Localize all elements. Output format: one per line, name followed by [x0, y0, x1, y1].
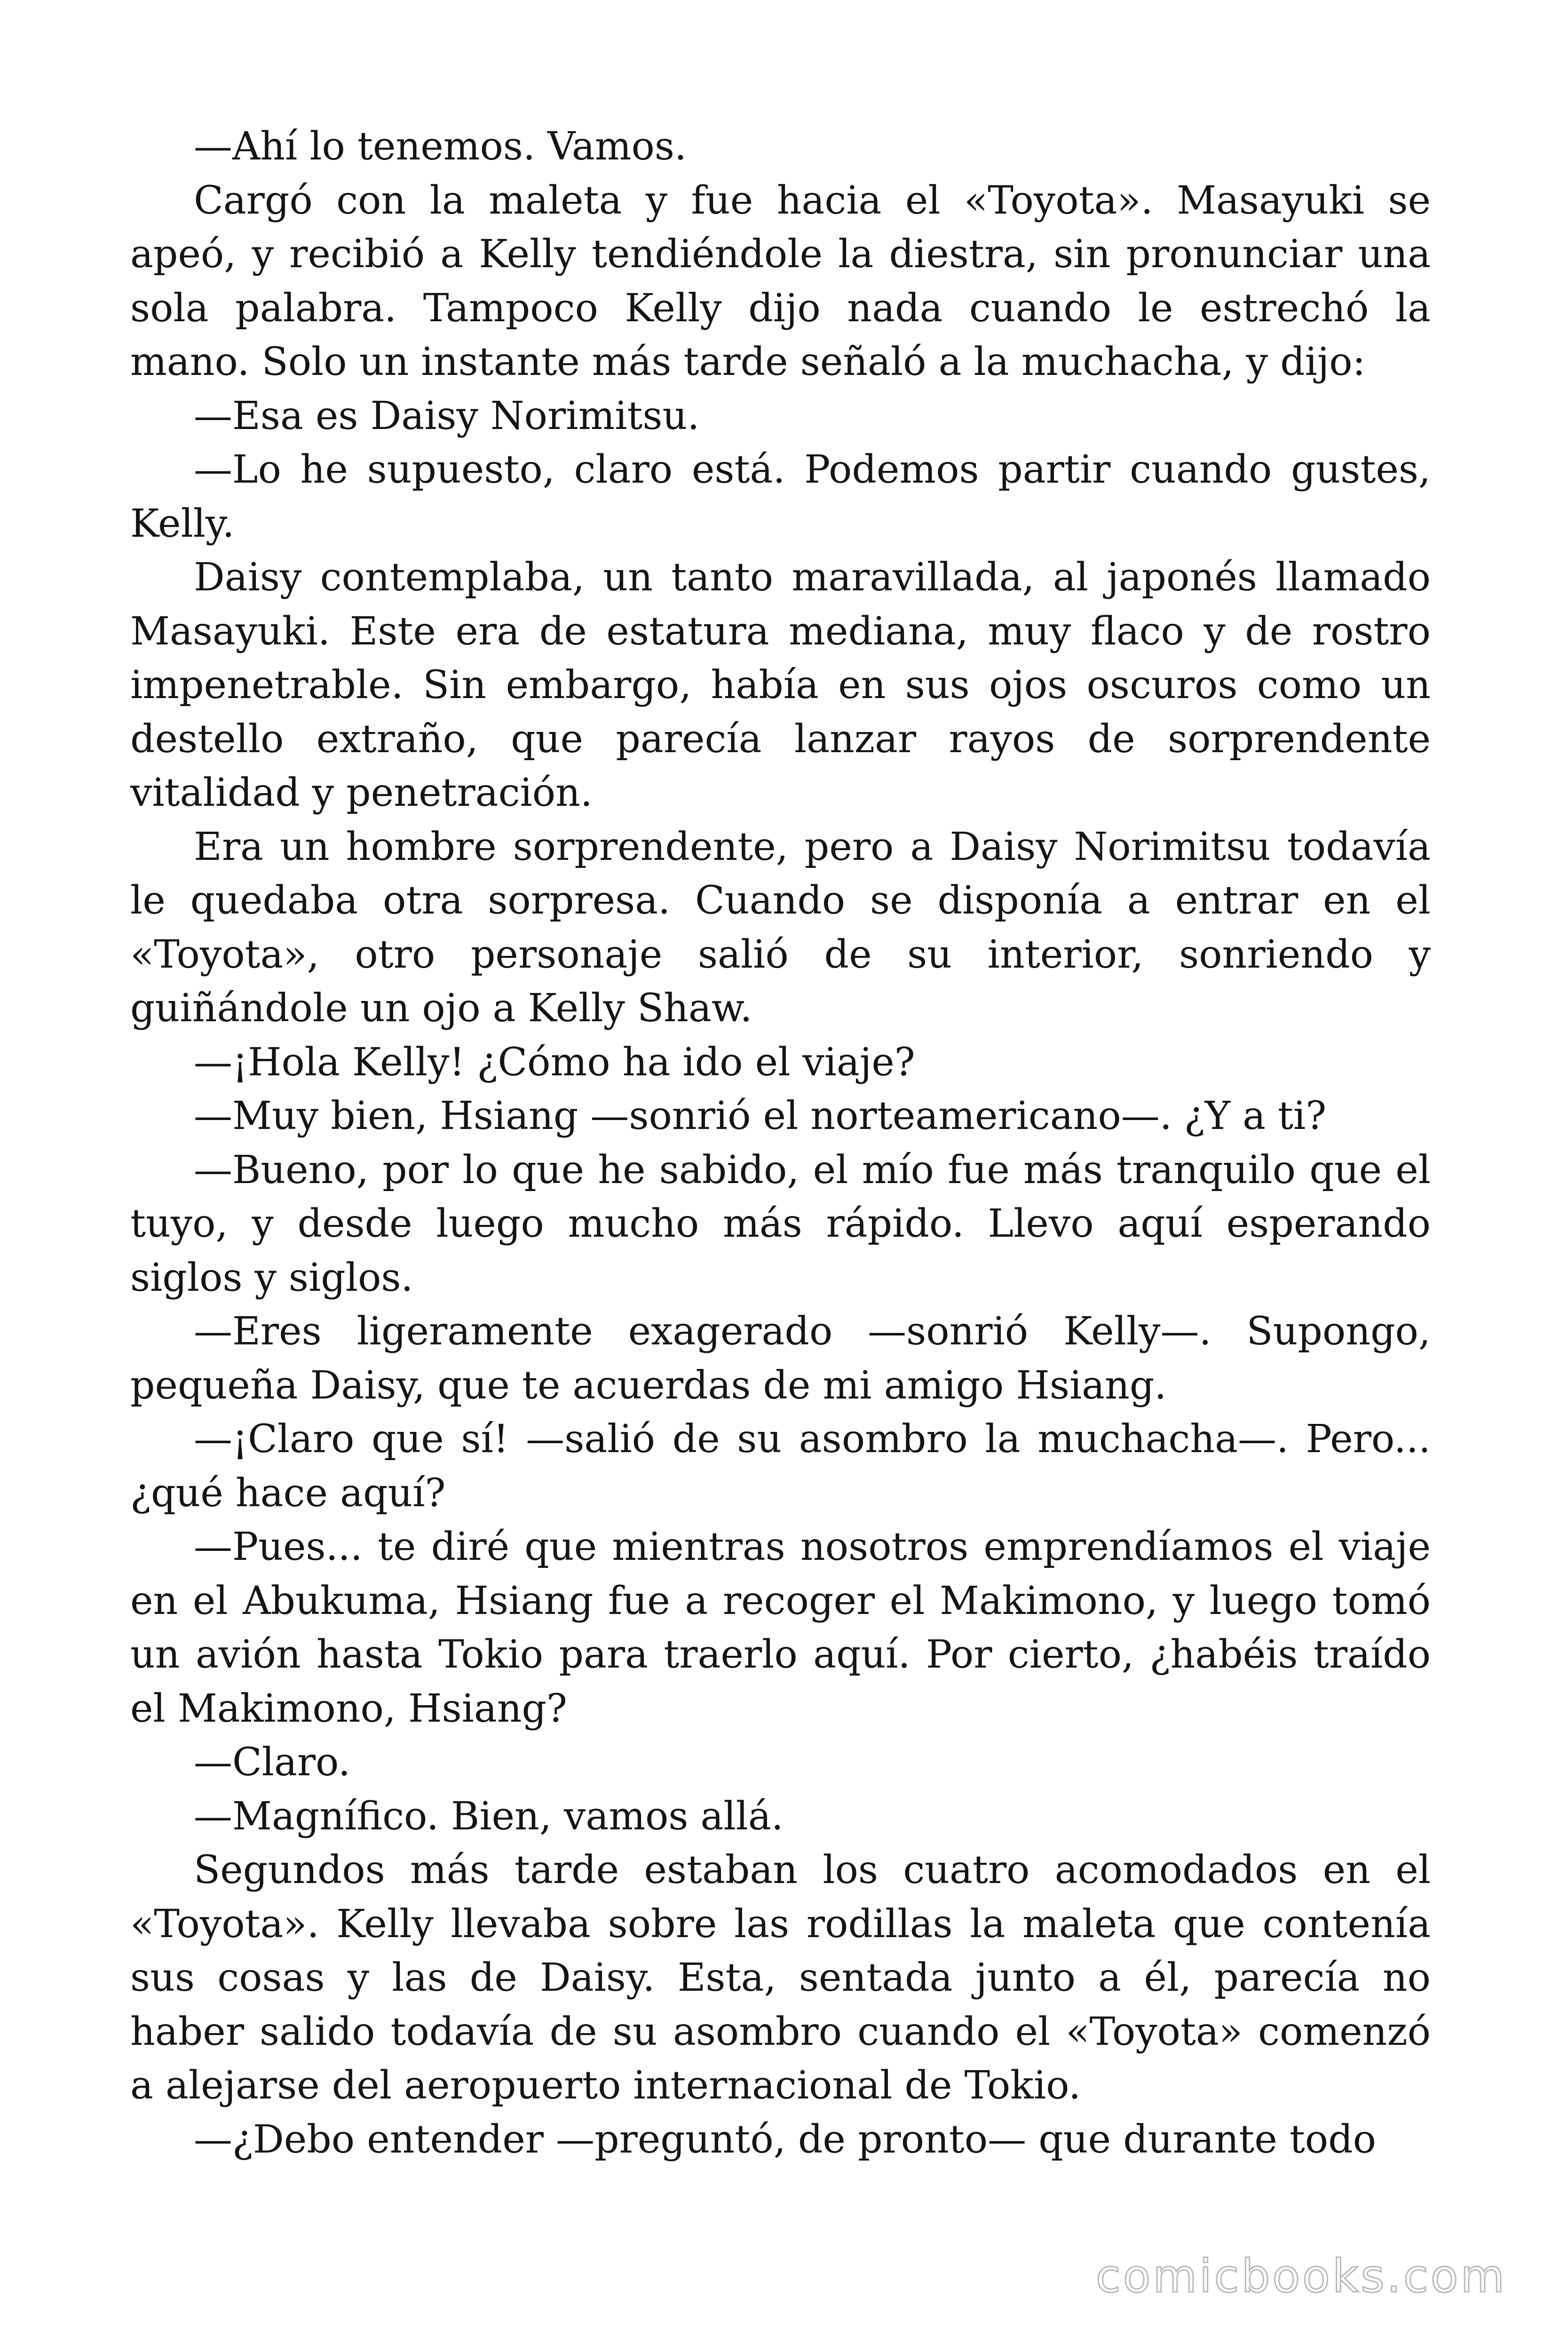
paragraph: —¿Debo entender —preguntó, de pronto— que durante todo	[194, 2117, 1377, 2162]
paragraph: —Esa es Daisy Norimitsu.	[194, 393, 700, 438]
page-text	[130, 120, 1431, 2167]
paragraph: —Eres ligeramente exagerado —sonrió Kelly—. Supongo, pequeña Daisy, que te acuerdas de mi amigo Hsiang.	[130, 1309, 1431, 1408]
paragraph: —Muy bien, Hsiang —sonrió el norteamericano—. ¿Y a ti?	[194, 1094, 1327, 1138]
paragraph: —¡Hola Kelly! ¿Cómo ha ido el viaje?	[194, 1040, 915, 1085]
watermark: comicbooks.com	[1095, 2250, 1507, 2303]
paragraph: Daisy contemplaba, un tanto maravillada, al japonés llamado Masayuki. Este era de estatura mediana, muy flaco y de rostro impenetrable. Sin embargo, había en sus ojos oscuros como un destello extraño, que parecía lanzar rayos de sorprendente vitalidad y penetración.	[130, 555, 1431, 815]
paragraph: —Bueno, por lo que he sabido, el mío fue más tranquilo que el tuyo, y desde luego mucho más rápido. Llevo aquí esperando siglos y siglos.	[130, 1147, 1431, 1300]
paragraph: —Ahí lo tenemos. Vamos.	[194, 124, 687, 169]
paragraph: —Claro.	[194, 1740, 351, 1785]
paragraph: Cargó con la maleta y fue hacia el «Toyota». Masayuki se apeó, y recibió a Kelly tendiéndole la diestra, sin pronunciar una sola palabra. Tampoco Kelly dijo nada cuando le estrechó la mano. Solo un instante más tarde señaló a la muchacha, y dijo:	[130, 178, 1431, 384]
paragraph: Era un hombre sorprendente, pero a Daisy Norimitsu todavía le quedaba otra sorpresa. Cuando se disponía a entrar en el «Toyota», otro personaje salió de su interior, sonriendo y guiñándole un ojo a Kelly Shaw.	[130, 824, 1431, 1031]
paragraph: —Magnífico. Bien, vamos allá.	[194, 1794, 784, 1839]
paragraph: Segundos más tarde estaban los cuatro acomodados en el «Toyota». Kelly llevaba sobre las rodillas la maleta que contenía sus cosas y las de Daisy. Esta, sentada junto a él, parecía no haber salido todavía de su asombro cuando el «Toyota» comenzó a alejarse del aeropuerto internacional de Tokio.	[130, 1848, 1431, 2108]
paragraph: —¡Claro que sí! —salió de su asombro la muchacha—. Pero... ¿qué hace aquí?	[130, 1417, 1431, 1516]
paragraph: —Lo he supuesto, claro está. Podemos partir cuando gustes, Kelly.	[130, 447, 1431, 546]
paragraph: —Pues... te diré que mientras nosotros emprendíamos el viaje en el Abukuma, Hsiang fue a recoger el Makimono, y luego tomó un avión hasta Tokio para traerlo aquí. Por cierto, ¿habéis traído el Makimono, Hsiang?	[130, 1525, 1431, 1731]
